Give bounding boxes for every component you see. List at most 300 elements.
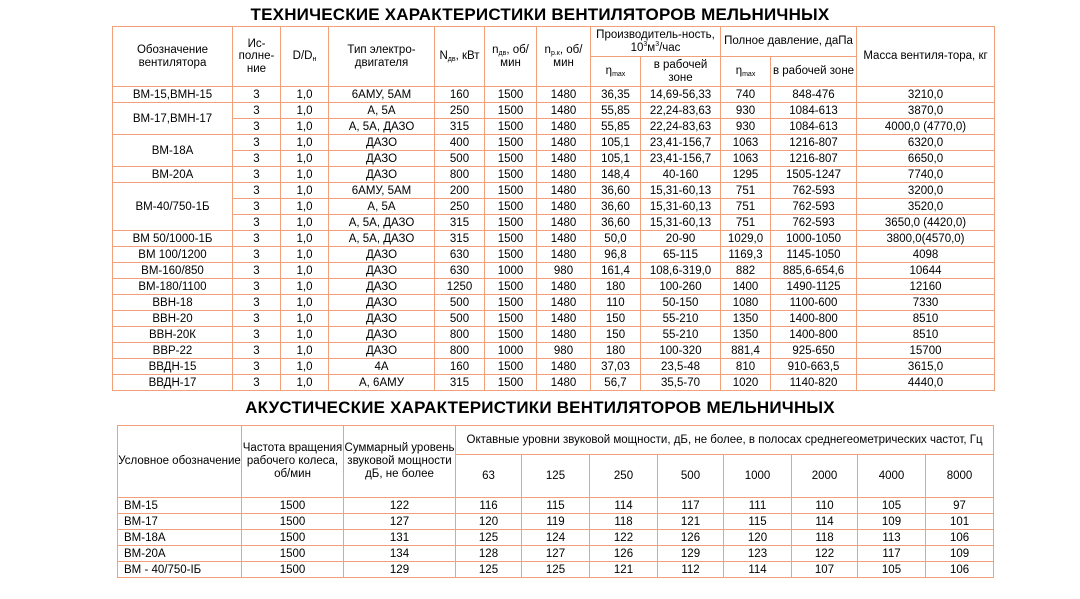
tech-cell: 500 [435, 295, 485, 311]
tech-cell: 22,24-83,63 [641, 119, 721, 135]
tech-row [113, 311, 995, 327]
tech-row [113, 375, 995, 391]
tech-cell: ДАЗО [329, 167, 435, 183]
acoustic-level: 112 [658, 562, 724, 578]
header-mass: Масса вентиля-тора, кг [857, 27, 995, 87]
tech-cell: ДАЗО [329, 311, 435, 327]
tech-cell: 1400 [721, 279, 771, 295]
tech-cell: 1,0 [281, 327, 329, 343]
tech-cell: 3 [233, 151, 281, 167]
tech-cell: 1500 [485, 231, 537, 247]
tech-cell: 4А [329, 359, 435, 375]
tech-cell: 810 [721, 359, 771, 375]
tech-cell: 23,41-156,7 [641, 151, 721, 167]
tech-cell: ДАЗО [329, 135, 435, 151]
tech-cell: А, 5А [329, 199, 435, 215]
fan-designation: ВМ-20А [113, 167, 233, 183]
tech-row [113, 167, 995, 183]
tech-cell: 8510 [857, 327, 995, 343]
acoustic-level: 122 [590, 530, 658, 546]
acoustic-level: 101 [926, 514, 994, 530]
tech-cell: 925-650 [771, 343, 857, 359]
tech-cell: 1500 [485, 119, 537, 135]
tech-cell: 910-663,5 [771, 359, 857, 375]
tech-row [113, 247, 995, 263]
tech-cell: 3 [233, 375, 281, 391]
tech-cell: 50,0 [591, 231, 641, 247]
acoustic-level: 118 [590, 514, 658, 530]
tech-cell: 3 [233, 327, 281, 343]
tech-cell: 4098 [857, 247, 995, 263]
tech-cell: ДАЗО [329, 279, 435, 295]
tech-cell: 150 [591, 311, 641, 327]
tech-cell: 200 [435, 183, 485, 199]
acoustic-rpm: 1500 [242, 562, 344, 578]
tech-cell: 100-260 [641, 279, 721, 295]
tech-cell: 315 [435, 119, 485, 135]
fan-designation: ВВН-20 [113, 311, 233, 327]
tech-cell: 1480 [537, 87, 591, 103]
tech-cell: 1400-800 [771, 327, 857, 343]
tech-cell: 1500 [485, 151, 537, 167]
tech-cell: 7330 [857, 295, 995, 311]
tech-cell: А, 5А, ДАЗО [329, 215, 435, 231]
tech-cell: 1169,3 [721, 247, 771, 263]
tech-cell: 65-115 [641, 247, 721, 263]
tech-row [113, 199, 995, 215]
tech-cell: 14,69-56,33 [641, 87, 721, 103]
tech-cell: 180 [591, 279, 641, 295]
tech-cell: 96,8 [591, 247, 641, 263]
tech-cell: 15700 [857, 343, 995, 359]
tech-cell: 4000,0 (4770,0) [857, 119, 995, 135]
header-power: $N_{дв}$, кВт [435, 27, 485, 87]
acoustic-total: 134 [344, 546, 456, 562]
tech-cell: 1500 [485, 215, 537, 231]
tech-cell: 1350 [721, 311, 771, 327]
tech-cell: 105,1 [591, 135, 641, 151]
fan-designation: ВМ-18А [113, 135, 233, 167]
tech-cell: 160 [435, 359, 485, 375]
acoustic-level: 109 [858, 514, 926, 530]
header-pressure-max: $\eta_{max}$ [721, 57, 771, 87]
tech-cell: 1216-807 [771, 151, 857, 167]
tech-cell: 150 [591, 327, 641, 343]
tech-cell: 1500 [485, 279, 537, 295]
tech-cell: 250 [435, 199, 485, 215]
acoustic-rpm: 1500 [242, 498, 344, 514]
acoustic-header-rotation: Частота вращения рабочего колеса, об/мин [242, 426, 344, 498]
tech-cell: 1500 [485, 311, 537, 327]
acoustic-level: 111 [724, 498, 792, 514]
tech-cell: 50-150 [641, 295, 721, 311]
tech-cell: 35,5-70 [641, 375, 721, 391]
tech-cell: 1145-1050 [771, 247, 857, 263]
tech-row [113, 279, 995, 295]
tech-cell: 1480 [537, 135, 591, 151]
acoustic-level: 97 [926, 498, 994, 514]
tech-row [113, 151, 995, 167]
tech-row [113, 359, 995, 375]
tech-cell: 1,0 [281, 295, 329, 311]
tech-cell: 3650,0 (4420,0) [857, 215, 995, 231]
acoustic-level: 120 [724, 530, 792, 546]
tech-row [113, 295, 995, 311]
acoustic-level: 116 [456, 498, 522, 514]
tech-row [113, 215, 995, 231]
tech-cell: 1063 [721, 135, 771, 151]
tech-cell: 3 [233, 167, 281, 183]
tech-cell: 1480 [537, 151, 591, 167]
tech-cell: 315 [435, 375, 485, 391]
tech-cell: 3520,0 [857, 199, 995, 215]
acoustic-level: 125 [522, 562, 590, 578]
tech-cell: 1,0 [281, 263, 329, 279]
acoustic-designation: ВМ-20А [118, 546, 242, 562]
acoustic-level: 110 [792, 498, 858, 514]
tech-cell: 1400-800 [771, 311, 857, 327]
tech-cell: 1480 [537, 215, 591, 231]
tech-cell: 3 [233, 311, 281, 327]
tech-cell: 1,0 [281, 359, 329, 375]
tech-cell: 1,0 [281, 87, 329, 103]
tech-cell: 762-593 [771, 183, 857, 199]
acoustic-level: 129 [658, 546, 724, 562]
tech-cell: 400 [435, 135, 485, 151]
tech-cell: 1029,0 [721, 231, 771, 247]
tech-cell: А, 6АМУ [329, 375, 435, 391]
tech-cell: 3 [233, 295, 281, 311]
tech-cell: 315 [435, 215, 485, 231]
acoustic-level: 114 [590, 498, 658, 514]
tech-cell: 20-90 [641, 231, 721, 247]
acoustic-level: 127 [522, 546, 590, 562]
acoustic-designation: ВМ-18А [118, 530, 242, 546]
acoustic-level: 123 [724, 546, 792, 562]
tech-cell: 100-320 [641, 343, 721, 359]
tech-row [113, 135, 995, 151]
tech-cell: 36,60 [591, 199, 641, 215]
tech-cell: 740 [721, 87, 771, 103]
acoustic-level: 124 [522, 530, 590, 546]
tech-cell: 1,0 [281, 183, 329, 199]
fan-designation: ВМ-160/850 [113, 263, 233, 279]
tech-cell: 15,31-60,13 [641, 199, 721, 215]
tech-cell: 3 [233, 263, 281, 279]
tech-cell: А, 5А [329, 103, 435, 119]
fan-designation: ВВДН-17 [113, 375, 233, 391]
tech-cell: 885,6-654,6 [771, 263, 857, 279]
fan-designation: ВМ-180/1100 [113, 279, 233, 295]
acoustic-total: 129 [344, 562, 456, 578]
tech-cell: 1295 [721, 167, 771, 183]
acoustic-header-total-level: Суммарный уровень звуковой мощности дБ, не более [344, 426, 456, 498]
header-pressure: Полное давление, даПа [721, 27, 857, 57]
tech-cell: 36,60 [591, 183, 641, 199]
header-productivity-max: $\eta_{max}$ [591, 57, 641, 87]
tech-cell: 1480 [537, 119, 591, 135]
acoustic-designation: ВМ-17 [118, 514, 242, 530]
tech-cell: 1500 [485, 247, 537, 263]
tech-cell: 1505-1247 [771, 167, 857, 183]
tech-cell: 3 [233, 359, 281, 375]
tech-cell: 3 [233, 119, 281, 135]
fan-designation: ВВН-18 [113, 295, 233, 311]
fan-designation: ВВН-20К [113, 327, 233, 343]
tech-cell: 10644 [857, 263, 995, 279]
tech-row [113, 327, 995, 343]
frequency-header: 500 [658, 455, 724, 498]
tech-cell: 1020 [721, 375, 771, 391]
tech-cell: 1500 [485, 103, 537, 119]
fan-designation: ВМ-17,ВМН-17 [113, 103, 233, 135]
header-productivity-work-zone: в рабочей зоне [641, 57, 721, 87]
acoustic-level: 114 [792, 514, 858, 530]
tech-cell: 1500 [485, 183, 537, 199]
tech-cell: 1,0 [281, 167, 329, 183]
fan-designation: ВВР-22 [113, 343, 233, 359]
tech-cell: 500 [435, 311, 485, 327]
technical-table-body [113, 87, 995, 391]
tech-cell: 1480 [537, 167, 591, 183]
acoustic-level: 122 [792, 546, 858, 562]
tech-cell: 751 [721, 183, 771, 199]
acoustic-level: 128 [456, 546, 522, 562]
tech-cell: 762-593 [771, 215, 857, 231]
acoustic-level: 119 [522, 514, 590, 530]
tech-cell: 1500 [485, 87, 537, 103]
tech-cell: 800 [435, 327, 485, 343]
tech-cell: 12160 [857, 279, 995, 295]
tech-cell: ДАЗО [329, 343, 435, 359]
acoustic-row [118, 546, 994, 562]
tech-cell: 1480 [537, 183, 591, 199]
tech-cell: 1084-613 [771, 103, 857, 119]
tech-cell: 1,0 [281, 279, 329, 295]
acoustic-rpm: 1500 [242, 514, 344, 530]
fan-designation: ВВДН-15 [113, 359, 233, 375]
tech-cell: 1250 [435, 279, 485, 295]
acoustic-level: 105 [858, 498, 926, 514]
tech-cell: 1,0 [281, 199, 329, 215]
tech-cell: 1500 [485, 199, 537, 215]
header-productivity: Производитель-ность, $10^3м^3$/час [591, 27, 721, 57]
header-wheel-speed: $n_{р.к}$, об/мин [537, 27, 591, 87]
technical-table [112, 26, 995, 391]
acoustic-level: 107 [792, 562, 858, 578]
tech-cell: 1480 [537, 103, 591, 119]
tech-cell: 1,0 [281, 215, 329, 231]
tech-cell: 1480 [537, 231, 591, 247]
tech-row [113, 103, 995, 119]
tech-cell: 161,4 [591, 263, 641, 279]
tech-cell: 1000 [485, 343, 537, 359]
tech-cell: 23,41-156,7 [641, 135, 721, 151]
tech-cell: 3 [233, 231, 281, 247]
tech-cell: 3 [233, 343, 281, 359]
header-motor-type: Тип электро-двигателя [329, 27, 435, 87]
header-designation: Обозначение вентилятора [113, 27, 233, 87]
tech-cell: 6650,0 [857, 151, 995, 167]
tech-cell: 3615,0 [857, 359, 995, 375]
tech-cell: 3 [233, 87, 281, 103]
tech-row [113, 119, 995, 135]
tech-cell: 1,0 [281, 375, 329, 391]
tech-cell: 1490-1125 [771, 279, 857, 295]
frequency-header: 4000 [858, 455, 926, 498]
tech-cell: 315 [435, 231, 485, 247]
tech-cell: 3 [233, 103, 281, 119]
acoustic-designation: ВМ - 40/750-IБ [118, 562, 242, 578]
tech-cell: 37,03 [591, 359, 641, 375]
tech-cell: 751 [721, 199, 771, 215]
tech-cell: 882 [721, 263, 771, 279]
tech-cell: 7740,0 [857, 167, 995, 183]
acoustic-row [118, 514, 994, 530]
tech-row [113, 231, 995, 247]
acoustic-designation: ВМ-15 [118, 498, 242, 514]
tech-cell: 1480 [537, 311, 591, 327]
acoustic-level: 125 [456, 530, 522, 546]
tech-cell: 1500 [485, 135, 537, 151]
tech-cell: 980 [537, 263, 591, 279]
fan-designation: ВМ-40/750-1Б [113, 183, 233, 231]
acoustic-level: 113 [858, 530, 926, 546]
tech-cell: 3210,0 [857, 87, 995, 103]
frequency-header: 250 [590, 455, 658, 498]
frequency-header: 8000 [926, 455, 994, 498]
tech-cell: А, 5А, ДАЗО [329, 119, 435, 135]
tech-cell: 3 [233, 247, 281, 263]
tech-cell: 36,35 [591, 87, 641, 103]
tech-cell: А, 5А, ДАЗО [329, 231, 435, 247]
tech-cell: 3200,0 [857, 183, 995, 199]
tech-cell: 500 [435, 151, 485, 167]
tech-cell: 1,0 [281, 247, 329, 263]
tech-cell: 3870,0 [857, 103, 995, 119]
tech-cell: 1480 [537, 375, 591, 391]
acoustic-level: 109 [926, 546, 994, 562]
tech-cell: 55,85 [591, 103, 641, 119]
acoustic-title: АКУСТИЧЕСКИЕ ХАРАКТЕРИСТИКИ ВЕНТИЛЯТОРОВ МЕЛЬНИЧНЫХ [245, 398, 835, 417]
tech-cell: 1100-600 [771, 295, 857, 311]
tech-cell: 55,85 [591, 119, 641, 135]
tech-cell: 1500 [485, 167, 537, 183]
tech-cell: 800 [435, 343, 485, 359]
tech-cell: 160 [435, 87, 485, 103]
header-ratio: $D/D_н$ [281, 27, 329, 87]
acoustic-row [118, 562, 994, 578]
tech-cell: 15,31-60,13 [641, 215, 721, 231]
tech-cell: 1063 [721, 151, 771, 167]
tech-cell: 1,0 [281, 151, 329, 167]
tech-cell: 110 [591, 295, 641, 311]
tech-cell: 848-476 [771, 87, 857, 103]
fan-designation: ВМ 100/1200 [113, 247, 233, 263]
tech-row [113, 183, 995, 199]
fan-designation: ВМ 50/1000-1Б [113, 231, 233, 247]
tech-cell: 15,31-60,13 [641, 183, 721, 199]
tech-cell: 105,1 [591, 151, 641, 167]
tech-cell: ДАЗО [329, 295, 435, 311]
frequency-header: 63 [456, 455, 522, 498]
tech-cell: 180 [591, 343, 641, 359]
tech-cell: 762-593 [771, 199, 857, 215]
tech-cell: 1,0 [281, 311, 329, 327]
acoustic-total: 122 [344, 498, 456, 514]
frequency-header: 125 [522, 455, 590, 498]
acoustic-level: 115 [522, 498, 590, 514]
header-motor-speed: $n_{дв}$, об/мин [485, 27, 537, 87]
tech-cell: 930 [721, 119, 771, 135]
fan-designation: ВМ-15,ВМН-15 [113, 87, 233, 103]
tech-cell: 1,0 [281, 103, 329, 119]
tech-cell: 250 [435, 103, 485, 119]
tech-cell: ДАЗО [329, 263, 435, 279]
acoustic-rpm: 1500 [242, 546, 344, 562]
acoustic-level: 105 [858, 562, 926, 578]
tech-cell: 1480 [537, 327, 591, 343]
tech-row [113, 263, 995, 279]
acoustic-level: 120 [456, 514, 522, 530]
tech-cell: 40-160 [641, 167, 721, 183]
tech-cell: 22,24-83,63 [641, 103, 721, 119]
tech-cell: 3 [233, 215, 281, 231]
tech-cell: 930 [721, 103, 771, 119]
acoustic-level: 125 [456, 562, 522, 578]
tech-cell: 980 [537, 343, 591, 359]
acoustic-total: 131 [344, 530, 456, 546]
acoustic-level: 126 [658, 530, 724, 546]
acoustic-row [118, 530, 994, 546]
tech-cell: 1000-1050 [771, 231, 857, 247]
tech-cell: 1216-807 [771, 135, 857, 151]
tech-cell: 800 [435, 167, 485, 183]
tech-cell: 1500 [485, 375, 537, 391]
tech-cell: ДАЗО [329, 327, 435, 343]
tech-cell: 1500 [485, 327, 537, 343]
acoustic-header-designation: Условное обозначение [118, 426, 242, 498]
acoustic-level: 114 [724, 562, 792, 578]
acoustic-level: 106 [926, 562, 994, 578]
acoustic-total: 127 [344, 514, 456, 530]
tech-cell: 3 [233, 279, 281, 295]
tech-cell: 3 [233, 183, 281, 199]
tech-cell: 881,4 [721, 343, 771, 359]
acoustic-rpm: 1500 [242, 530, 344, 546]
tech-row [113, 343, 995, 359]
tech-cell: 1080 [721, 295, 771, 311]
tech-cell: 1,0 [281, 119, 329, 135]
tech-cell: 55-210 [641, 327, 721, 343]
acoustic-level: 115 [724, 514, 792, 530]
tech-cell: 56,7 [591, 375, 641, 391]
tech-cell: 1480 [537, 295, 591, 311]
tech-cell: 108,6-319,0 [641, 263, 721, 279]
tech-cell: 1500 [485, 359, 537, 375]
tech-cell: ДАЗО [329, 247, 435, 263]
tech-cell: 3 [233, 135, 281, 151]
tech-cell: 1,0 [281, 231, 329, 247]
tech-cell: 3800,0(4570,0) [857, 231, 995, 247]
tech-cell: 630 [435, 247, 485, 263]
tech-cell: 1480 [537, 247, 591, 263]
tech-cell: 8510 [857, 311, 995, 327]
acoustic-level: 106 [926, 530, 994, 546]
acoustic-level: 121 [590, 562, 658, 578]
acoustic-level: 118 [792, 530, 858, 546]
tech-cell: 36,60 [591, 215, 641, 231]
